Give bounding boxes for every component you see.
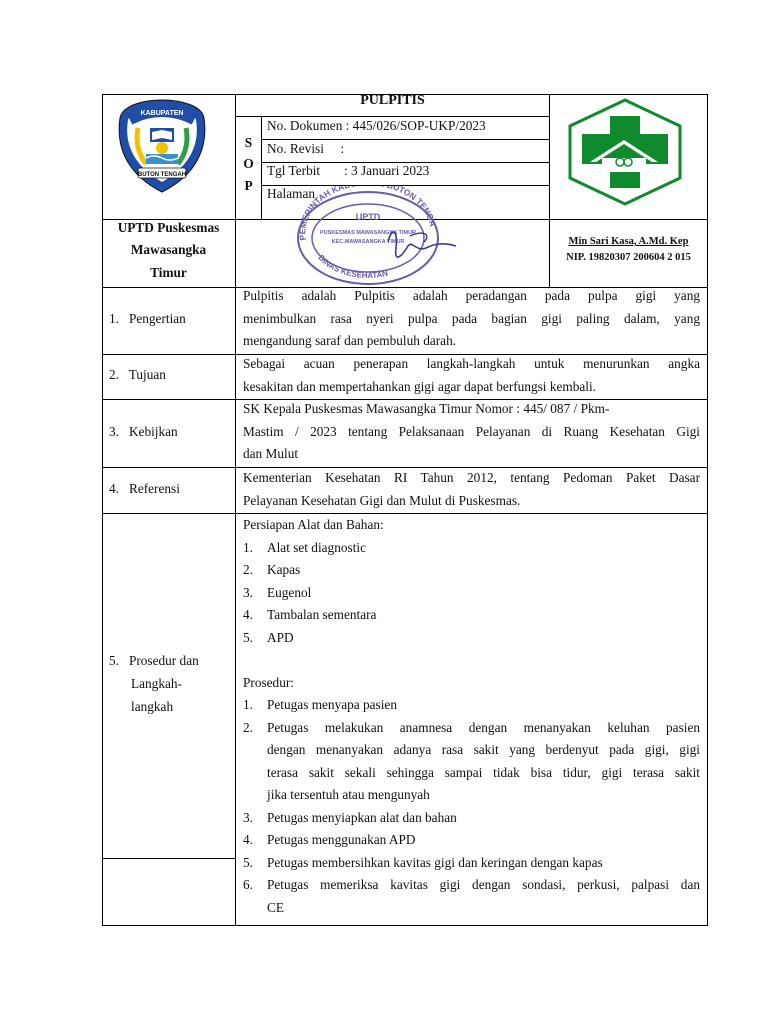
stamp-outer-text: PEMERINTAH KA UTON TENGA [297,186,439,242]
kebijakan-line: SK Kepala Puskesmas Mawasangka Timur Nomor : 445/ 087 / Pkm- [243,401,610,416]
sop-letter-p: P [244,178,253,193]
procedure-title: Prosedur: [243,674,294,690]
section-body-kebijakan [243,398,700,466]
section-body-pengertian [243,285,700,353]
signer-nip: NIP. 19820307 200604 2 015 [566,252,691,263]
org-name-line2: Mawasangka [130,242,207,257]
list-item: 4. Petugas menggunakan APD [243,832,416,847]
signer-name: Min Sari Kasa, A.Md. Kep [568,236,689,247]
pengertian-line: Pulpitis adalah Pulpitis adalah peradangan pada pulpa gigi yang [243,288,700,303]
stamp-uptd-text: UPTD [355,212,381,222]
section-body-prosedur [243,514,700,919]
tujuan-line: kesakitan dan mempertahankan gigi agar dapat berfungsi kembali. [243,378,596,394]
pengertian-line: menimbulkan rasa nyeri pulpa pada bagian gigi paling dalam, yang [243,310,700,326]
logo-top-text: KABUPATEN [140,110,184,117]
revision-number: No. Revisi : [267,141,345,156]
list-item: 4. Tambalan sementara [243,607,377,622]
section-label-prosedur-line2: Langkah- [131,676,182,691]
issue-date-label: Tgl Terbit [267,163,321,178]
list-item: 2. Petugas melakukan anamnesa dengan menanyakan keluhan pasien dengan menanyakan adanya rasa sakit yang berdenyut pada gigi, gigi terasa sakit sekali sehingga sampai tidak bisa tidur, gigi terasa sakit jika tersentuh atau mengunyah [243,719,700,802]
section-body-tujuan [243,353,700,398]
section-label-prosedur-line3: langkah [131,699,174,714]
list-item: 5. APD [243,629,294,645]
logo-bottom-text: BUTON TENGAH [137,172,187,178]
section-label-tujuan: 2. Tujuan [109,367,166,382]
list-item: 3. Eugenol [243,584,312,600]
referensi-line: Kementerian Kesehatan RI Tahun 2012, tentang Pedoman Paket Dasar [243,470,700,485]
list-item: 5. Petugas membersihkan kavitas gigi dan keringan dengan kapas [243,854,603,870]
sop-letter-o: O [243,156,254,171]
document-number: No. Dokumen : 445/026/SOP-UKP/2023 [267,118,486,133]
section-label-pengertian: 1. Pengertian [109,311,186,326]
section-label-prosedur: 5. Prosedur dan [109,653,199,668]
page-label: Halaman [267,186,315,201]
kebijakan-line: dan Mulut [243,446,299,461]
sop-letter-s: S [244,135,253,150]
list-item: 1. Alat set diagnostic [243,539,366,555]
org-name-line3: Timur [150,265,187,280]
tujuan-line: Sebagai acuan penerapan langkah-langkah untuk menurunkan angka [243,356,700,371]
kebijakan-line: Mastim / 2023 tentang Pelaksanaan Pelayanan di Ruang Kesehatan Gigi [243,423,700,439]
puskesmas-logo [566,96,684,208]
section-label-kebijakan: 3. Kebijkan [109,424,178,439]
section-label-referensi: 4. Referensi [109,481,180,496]
pengertian-line: mengandung saraf dan pembuluh darah. [243,333,457,348]
prep-title: Persiapan Alat dan Bahan: [243,517,384,532]
stamp-mid2-text: KEC.MAWASANGKA TIMUR [331,239,405,245]
issue-date-value: : 3 Januari 2023 [344,163,430,178]
stamp-bottom-text: DINAS KESEHATAN [316,253,389,281]
list-item: 6. Petugas memeriksa kavitas gigi dengan sondasi, perkusi, palpasi dan CE [243,877,700,915]
kabupaten-logo [116,98,208,196]
official-stamp [292,186,460,286]
section-body-referensi [243,467,700,512]
document-title: PULPITIS [360,93,425,108]
list-item: 1. Petugas menyapa pasien [243,697,397,712]
list-item: 3. Petugas menyiapkan alat dan bahan [243,809,457,825]
list-item: 2. Kapas [243,562,301,577]
stamp-mid1-text: PUSKESMAS MAWASANGKA TIMUR [319,230,417,236]
referensi-line: Pelayanan Kesehatan Gigi dan Mulut di Puskesmas. [243,492,521,508]
org-name-line1: UPTD Puskesmas [117,220,220,235]
